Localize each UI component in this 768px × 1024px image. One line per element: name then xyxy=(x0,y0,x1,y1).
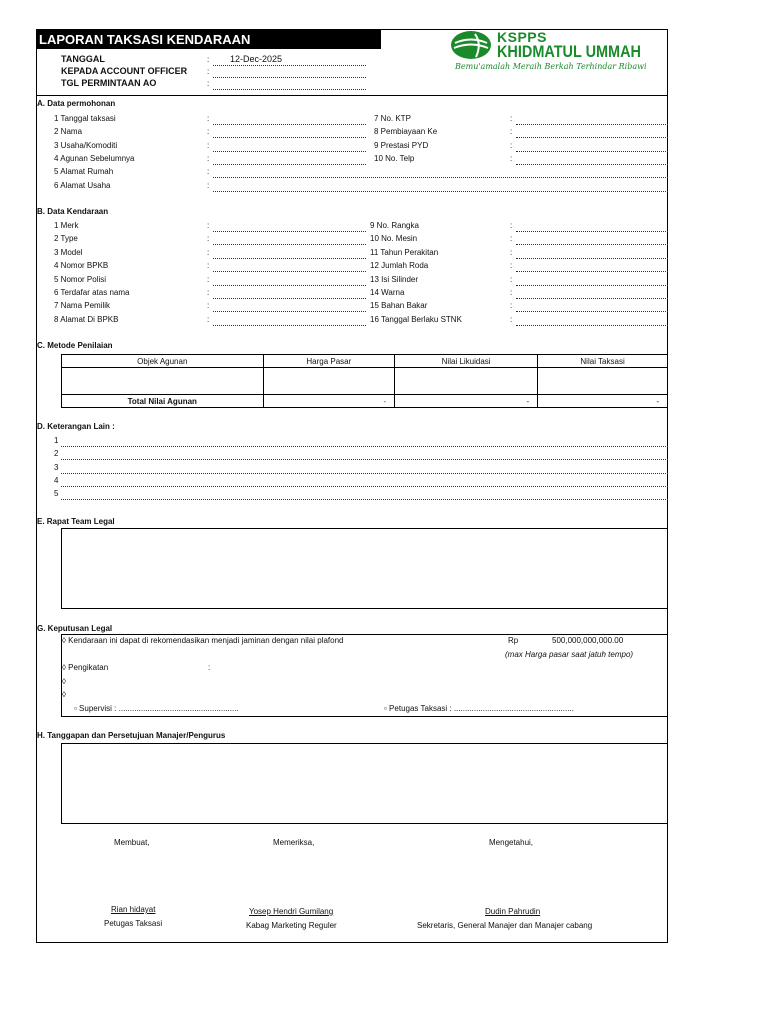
colon: : xyxy=(207,114,210,123)
currency-label: Rp xyxy=(508,636,519,645)
section_b-left-field[interactable] xyxy=(213,231,366,232)
colon: : xyxy=(510,140,513,150)
section_a-left-field[interactable] xyxy=(213,151,366,152)
section_a-right-field[interactable] xyxy=(516,151,668,152)
keterangan-line-number: 2 xyxy=(54,449,59,459)
section_b-right-label: 9 No. Rangka xyxy=(370,221,419,230)
colon: : xyxy=(510,221,513,230)
section_b-left-field[interactable] xyxy=(213,258,366,259)
colon: : xyxy=(207,274,210,284)
sig-position-3: Sekretaris, General Manajer dan Manajer cabang xyxy=(417,921,593,930)
colon: : xyxy=(510,301,513,311)
colon: : xyxy=(510,314,513,324)
section_b-left-label: 2 Type xyxy=(54,234,78,244)
bullet-2: ◊ xyxy=(62,690,66,699)
section_b-left-field[interactable] xyxy=(213,311,366,312)
section_a-right-field[interactable] xyxy=(516,137,668,138)
section-c-title: C. Metode Penilaian xyxy=(37,341,113,350)
colon: : xyxy=(207,221,210,230)
section_b-right-label: 13 Isi Silinder xyxy=(370,274,419,284)
section_b-left-label: 4 Nomor BPKB xyxy=(54,261,109,271)
sig-name-1: Rian hidayat xyxy=(111,905,156,914)
section_b-left-field[interactable] xyxy=(213,325,366,326)
colon: : xyxy=(510,153,513,163)
section_b-right-label: 16 Tanggal Berlaku STNK xyxy=(370,314,462,324)
sig-membuat-label: Membuat, xyxy=(114,838,150,847)
section_b-right-field[interactable] xyxy=(516,271,668,272)
section_a-left-label: 3 Usaha/Komoditi xyxy=(54,140,118,150)
section_b-left-field[interactable] xyxy=(213,271,366,272)
pengikatan-label: ◊ Pengikatan xyxy=(62,663,109,672)
keterangan-line[interactable] xyxy=(61,446,668,447)
colon: : xyxy=(207,314,210,324)
section_a-left-label: 4 Agunan Sebelumnya xyxy=(54,153,135,163)
colon: : xyxy=(207,261,210,271)
keterangan-line[interactable] xyxy=(61,486,668,487)
supervisi-line: ▫ Supervisi : ...................................................... xyxy=(74,704,239,713)
section_b-left-field[interactable] xyxy=(213,285,366,286)
keputusan-legal-box: ◊ Kendaraan ini dapat di rekomendasikan menjadi jaminan dengan nilai plafond Rp 500,000,000,000.00 (max Harga pasar saat jatuh tempo) ◊ Pengikatan : ◊ ◊ ▫ Supervisi : ...................................................... ▫ Petugas Taksasi : ...................................................... xyxy=(61,634,668,717)
report-sheet: LAPORAN TAKSASI KENDARAAN TANGGAL KEPADA ACCOUNT OFFICER TGL PERMINTAAN AO : : : 12-Dec-2025 KSPPS KHIDMATUL UMMAH Bemu'amalah Meraih Berkah Terhindar Ribawi A. Data permohonan 1 Tanggal taksasi : 2 Nama : 3 Usaha/Komoditi : 4 Agunan Sebelumnya : 5 Alamat Rumah : 6 Alamat Usaha : 7 No. KTP : 8 Pembiayaan Ke : 9 Prestasi PYD : 10 No. Telp : B. Data Kendaraan 1 Merk : 2 Type : 3 Model : 4 Nomor BPKB : 5 Nomor Polisi : 6 Terdafar atas nama : 7 Nama Pemilik : 8 Alamat Di BPKB : 9 No. Rangka : 10 No. Mesin : 11 Tahun Perakitan : 12 Jumlah Roda : 13 Isi Silinder : 14 Warna : 15 Bahan Bakar : 16 Tanggal Berlaku STNK : C. Metode Penilaian Objek Agunan Harga Pasar Nilai Likuidasi Nilai Taksasi Total Nilai Agunan - - - D. Keterangan Lain : 1 2 3 4 5 E. Rapat Team Legal G. Keputusan Legal ◊ Kendaraan ini dapat di rekomendasikan menjadi jaminan dengan nilai plafond Rp 500,000,000,000.00 (max Harga pasar saat jatuh tempo) ◊ Pengikatan : ◊ ◊ ▫ Supervisi : ...................................................... ▫ Petugas Taksasi : ...................................................... H. Tanggapan dan Persetujuan Manajer/Pengurus Membuat, Memeriksa, Mengetahui, Rian hidayat Yosep Hendri Gumilang Dudin Pahrudin Petugas Taksasi Kabag Marketing Reguler Sekretaris, General Manajer dan Manajer cabang xyxy=(36,29,668,943)
header-value-tanggal[interactable]: 12-Dec-2025 xyxy=(230,54,283,64)
section_a-left-label: 2 Nama xyxy=(54,127,83,137)
section_a-left-field[interactable] xyxy=(213,191,668,192)
section_b-right-field[interactable] xyxy=(516,258,668,259)
section-g-title: G. Keputusan Legal xyxy=(37,624,113,633)
cell-likuidasi[interactable] xyxy=(395,368,538,395)
sig-memeriksa-label: Memeriksa, xyxy=(273,838,315,847)
section-b-title: B. Data Kendaraan xyxy=(37,207,109,216)
company-logo xyxy=(449,30,669,72)
plafond-note: (max Harga pasar saat jatuh tempo) xyxy=(505,650,634,659)
section_b-left-label: 8 Alamat Di BPKB xyxy=(54,314,119,324)
plafond-amount: 500,000,000,000.00 xyxy=(552,636,624,645)
tanggapan-box[interactable] xyxy=(61,743,668,824)
keterangan-line-number: 3 xyxy=(54,462,59,472)
colon: : xyxy=(510,127,513,137)
col-nilai-likuidasi: Nilai Likuidasi xyxy=(395,355,538,368)
cell-taksasi[interactable] xyxy=(538,368,668,395)
section_b-right-label: 15 Bahan Bakar xyxy=(370,301,428,311)
header-label-tgl-permintaan: TGL PERMINTAAN AO xyxy=(61,78,157,88)
keterangan-line-number: 1 xyxy=(54,436,59,445)
header-field-tgl-permintaan[interactable] xyxy=(213,89,366,90)
colon: : xyxy=(207,301,210,311)
colon: : xyxy=(207,153,210,163)
keterangan-line-number: 4 xyxy=(54,475,59,485)
col-harga-pasar: Harga Pasar xyxy=(263,355,395,368)
section_b-right-field[interactable] xyxy=(516,311,668,312)
section_b-left-field[interactable] xyxy=(213,244,366,245)
logo-tagline: Bemu'amalah Meraih Berkah Terhindar Ribawi xyxy=(455,62,647,71)
section_a-right-label: 10 No. Telp xyxy=(374,153,415,163)
section-a-title: A. Data permohonan xyxy=(37,99,116,108)
colon: : xyxy=(207,167,210,177)
sig-name-2: Yosep Hendri Gumilang xyxy=(249,907,334,916)
valuation-table xyxy=(61,354,668,408)
header-label-tanggal: TANGGAL xyxy=(61,54,105,64)
keterangan-line[interactable] xyxy=(61,499,668,500)
keterangan-line[interactable] xyxy=(61,473,668,474)
statement-text: ◊ Kendaraan ini dapat di rekomendasikan menjadi jaminan dengan nilai plafond xyxy=(62,636,344,645)
section_b-left-label: 3 Model xyxy=(54,247,83,257)
colon: : xyxy=(207,127,210,137)
total-taksasi: - xyxy=(538,395,668,408)
section-d-title: D. Keterangan Lain : xyxy=(37,422,115,431)
section_b-right-label: 11 Tahun Perakitan xyxy=(370,247,439,257)
sig-mengetahui-label: Mengetahui, xyxy=(489,838,534,847)
header-field-tanggal[interactable] xyxy=(213,65,366,66)
logo-text-name: KHIDMATUL UMMAH xyxy=(497,42,641,61)
header-field-ao[interactable] xyxy=(213,77,366,78)
section_b-right-field[interactable] xyxy=(516,325,668,326)
colon: : xyxy=(510,261,513,271)
section_b-right-label: 14 Warna xyxy=(370,288,405,297)
col-nilai-taksasi: Nilai Taksasi xyxy=(538,355,668,368)
col-objek-agunan: Objek Agunan xyxy=(62,355,264,368)
total-harga: - xyxy=(263,395,395,408)
section_a-left-field[interactable] xyxy=(213,177,668,178)
section_a-right-label: 9 Prestasi PYD xyxy=(374,140,429,150)
header-label-ao: KEPADA ACCOUNT OFFICER xyxy=(61,66,188,76)
section_a-left-field[interactable] xyxy=(213,124,366,125)
section_a-right-field[interactable] xyxy=(516,164,668,165)
bullet-1: ◊ xyxy=(62,677,66,686)
colon: : xyxy=(510,274,513,284)
total-label: Total Nilai Agunan xyxy=(62,395,264,408)
colon: : xyxy=(207,234,210,244)
colon: : xyxy=(207,288,210,297)
section_b-left-field[interactable] xyxy=(213,298,366,299)
colon: : xyxy=(510,114,513,123)
total-likuidasi: - xyxy=(395,395,538,408)
section_b-right-field[interactable] xyxy=(516,285,668,286)
colon: : xyxy=(207,247,210,257)
section_b-right-field[interactable] xyxy=(516,231,668,232)
section_a-right-label: 7 No. KTP xyxy=(374,114,411,123)
colon: : xyxy=(510,288,513,297)
section-h-title: H. Tanggapan dan Persetujuan Manajer/Pengurus xyxy=(37,731,226,740)
section_a-left-field[interactable] xyxy=(213,137,366,138)
rapat-team-legal-box[interactable] xyxy=(61,528,668,609)
section_b-left-label: 1 Merk xyxy=(54,221,79,230)
colon: : xyxy=(207,140,210,150)
section_b-left-label: 7 Nama Pemilik xyxy=(54,301,111,311)
section_b-right-label: 10 No. Mesin xyxy=(370,234,418,244)
logo-text-ksspps: KSPPS xyxy=(497,29,547,45)
section_b-right-label: 12 Jumlah Roda xyxy=(370,261,429,271)
keterangan-line[interactable] xyxy=(61,459,668,460)
globe-logo-icon xyxy=(449,30,493,60)
cell-harga[interactable] xyxy=(263,368,395,395)
cell-objek[interactable] xyxy=(62,368,264,395)
colon: : xyxy=(207,180,210,190)
section_b-right-field[interactable] xyxy=(516,298,668,299)
section_a-left-label: 5 Alamat Rumah xyxy=(54,167,114,177)
section_a-right-field[interactable] xyxy=(516,124,668,125)
section_b-left-label: 6 Terdafar atas nama xyxy=(54,288,130,297)
colon: : xyxy=(510,234,513,244)
section_b-right-field[interactable] xyxy=(516,244,668,245)
section_a-left-field[interactable] xyxy=(213,164,366,165)
section_a-left-label: 1 Tanggal taksasi xyxy=(54,114,116,123)
petugas-taksasi-line: ▫ Petugas Taksasi : ...................................................... xyxy=(384,704,574,713)
sig-position-2: Kabag Marketing Reguler xyxy=(246,921,337,930)
report-title: LAPORAN TAKSASI KENDARAAN xyxy=(37,30,381,49)
section_b-left-label: 5 Nomor Polisi xyxy=(54,274,107,284)
sig-name-3: Dudin Pahrudin xyxy=(485,907,541,916)
colon: : xyxy=(510,247,513,257)
section_a-right-label: 8 Pembiayaan Ke xyxy=(374,127,438,137)
section_a-left-label: 6 Alamat Usaha xyxy=(54,180,111,190)
section-e-title: E. Rapat Team Legal xyxy=(37,517,115,526)
sig-position-1: Petugas Taksasi xyxy=(104,919,163,928)
keterangan-line-number: 5 xyxy=(54,489,59,499)
